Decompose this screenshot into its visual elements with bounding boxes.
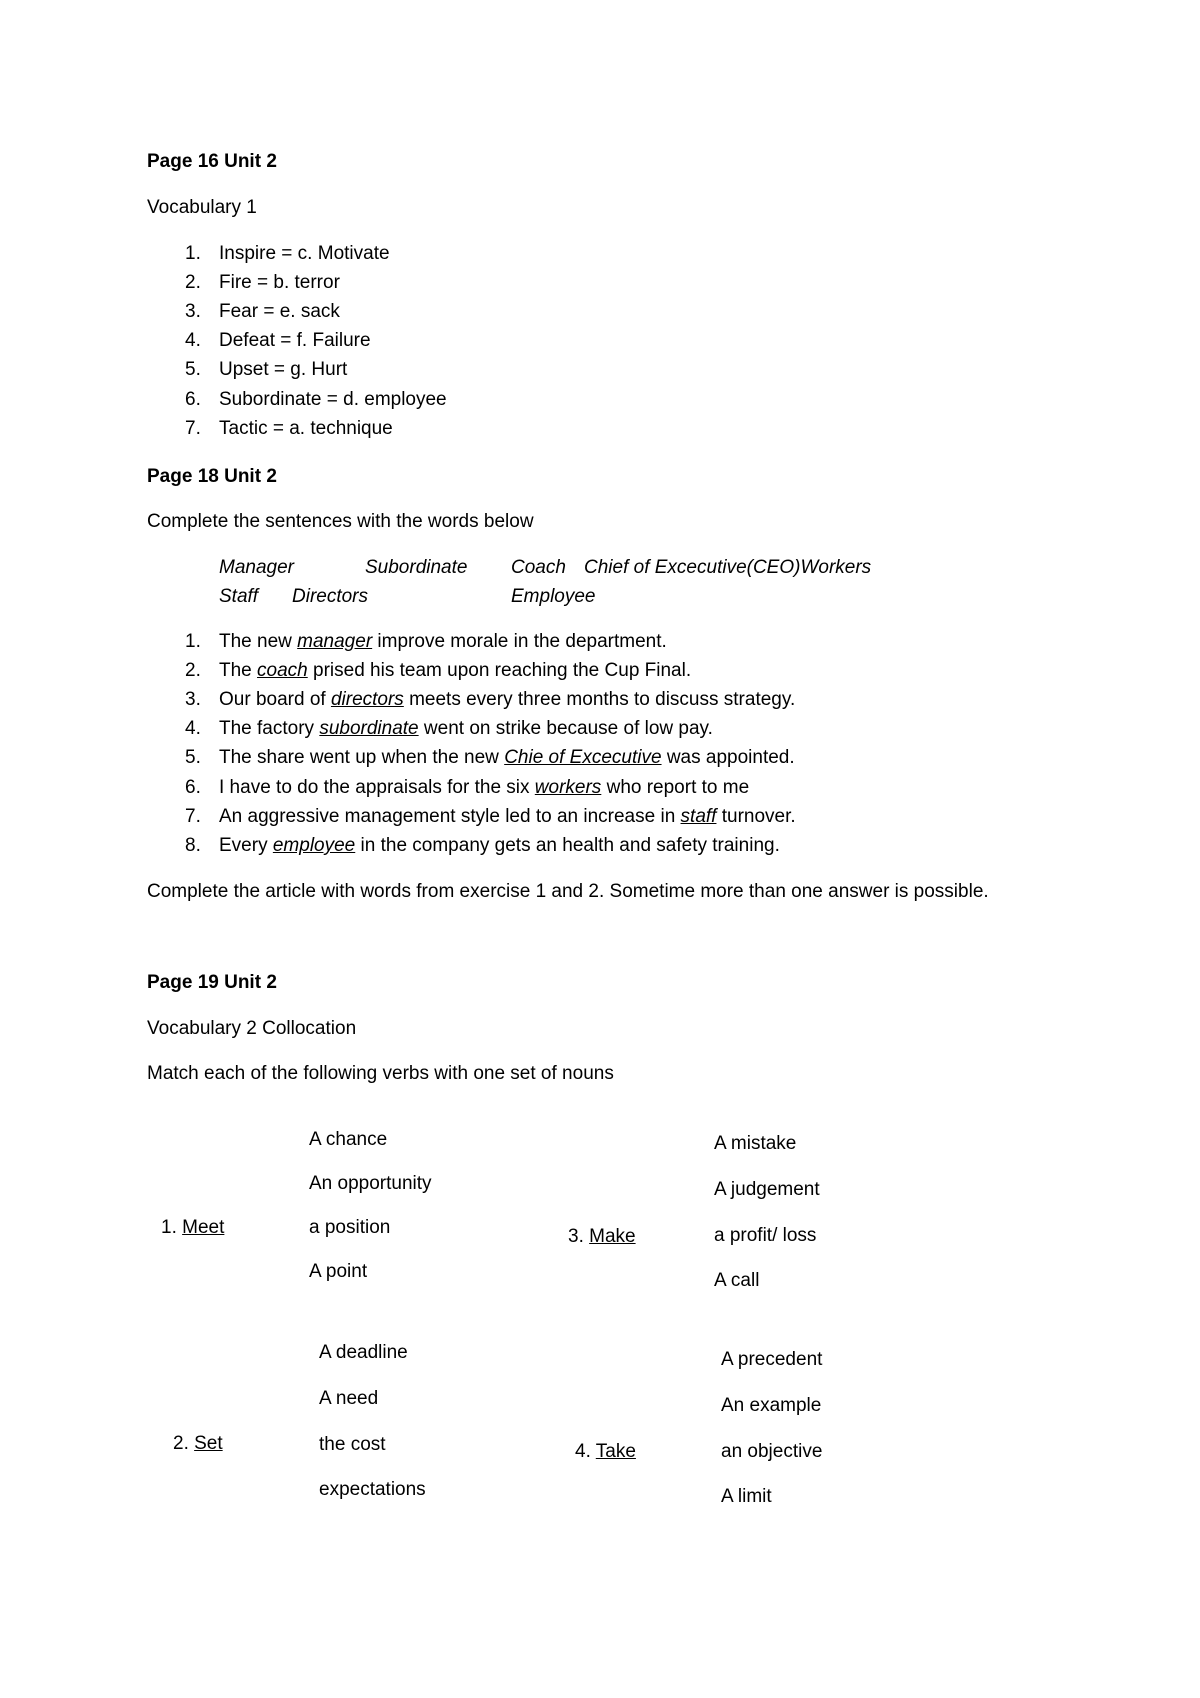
- vocabulary1-subheading: Vocabulary 1: [147, 197, 257, 218]
- answer: manager: [297, 631, 373, 652]
- noun-item: A point: [309, 1261, 368, 1282]
- answer: Chie of Excecutive: [504, 747, 662, 768]
- noun-item: An example: [721, 1395, 822, 1416]
- page18-instruction: Complete the sentences with the words below: [147, 511, 534, 532]
- vocabulary2-subheading: Vocabulary 2 Collocation: [147, 1018, 357, 1039]
- noun-item: a position: [309, 1217, 391, 1238]
- page19-heading: Page 19 Unit 2: [147, 972, 277, 993]
- word-bank-staff: Staff: [219, 586, 259, 607]
- page16-heading: Page 16 Unit 2: [147, 151, 277, 172]
- answer: subordinate: [319, 718, 419, 739]
- noun-item: the cost: [319, 1434, 386, 1455]
- noun-item: A chance: [309, 1129, 388, 1150]
- verb-label: 4. Take: [575, 1441, 636, 1462]
- answer: staff: [680, 806, 717, 827]
- verb-label: 2. Set: [173, 1433, 223, 1454]
- verb-label: 3. Make: [568, 1226, 636, 1247]
- answer: coach: [257, 660, 308, 681]
- article-instruction: Complete the article with words from exercise 1 and 2. Sometime more than one answer is possible.: [147, 881, 989, 902]
- word-bank-subordinate: Subordinate: [365, 557, 468, 578]
- word-bank-ceo: Chief of Excecutive(CEO)Workers: [584, 557, 872, 578]
- page19-instruction: Match each of the following verbs with one set of nouns: [147, 1063, 614, 1084]
- noun-item: A precedent: [721, 1349, 823, 1370]
- answer: workers: [534, 777, 602, 798]
- word-bank-employee: Employee: [511, 586, 596, 607]
- noun-item: A limit: [721, 1486, 772, 1507]
- noun-item: A mistake: [714, 1133, 797, 1154]
- word-bank-manager: Manager: [219, 557, 294, 578]
- noun-item: a profit/ loss: [714, 1225, 817, 1246]
- noun-item: A call: [714, 1270, 760, 1291]
- noun-item: an objective: [721, 1441, 823, 1462]
- page18-heading: Page 18 Unit 2: [147, 466, 277, 487]
- verb-label: 1. Meet: [161, 1217, 225, 1238]
- noun-item: expectations: [319, 1479, 426, 1500]
- answer: directors: [330, 689, 404, 710]
- noun-item: An opportunity: [309, 1173, 432, 1194]
- noun-item: A deadline: [319, 1342, 408, 1363]
- answer: employee: [272, 835, 356, 856]
- word-bank-coach: Coach: [511, 557, 566, 578]
- noun-item: A judgement: [714, 1179, 820, 1200]
- noun-item: A need: [319, 1388, 379, 1409]
- word-bank-directors: Directors: [292, 586, 369, 607]
